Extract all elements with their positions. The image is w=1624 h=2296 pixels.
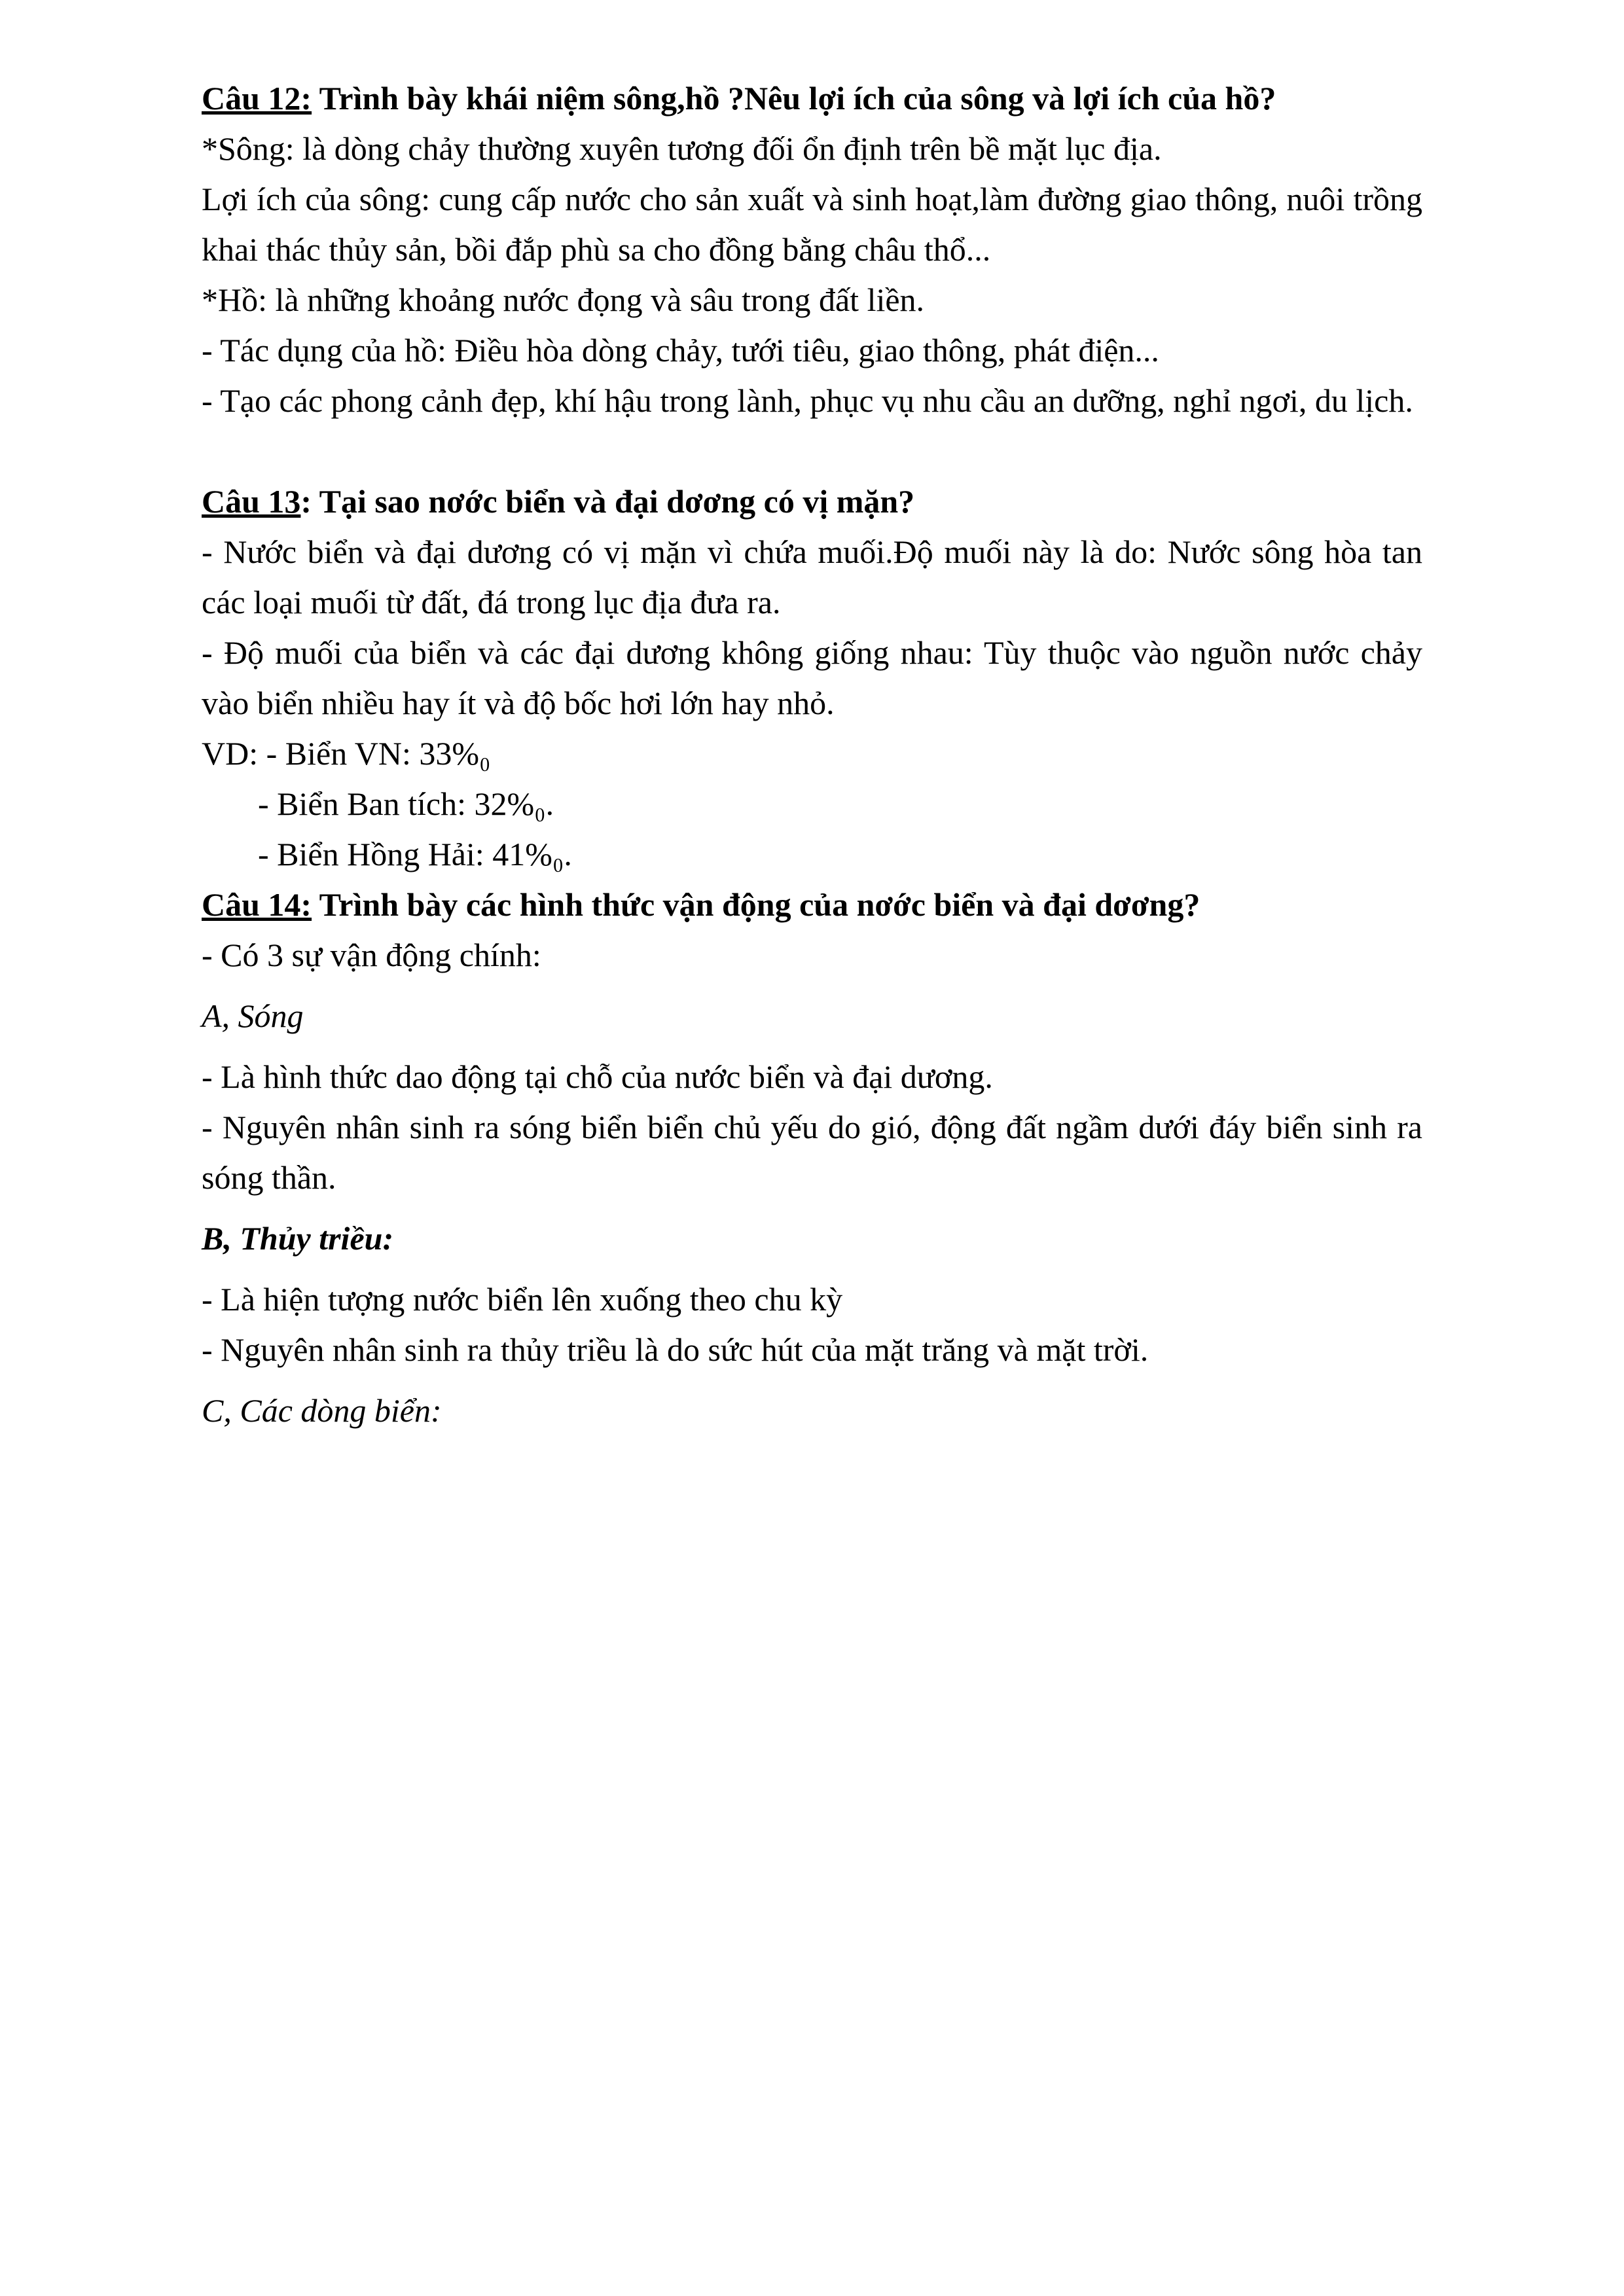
paragraph: B, Thủy triều: [202,1220,394,1257]
paragraph: - Độ muối của biển và các đại dương không giống nhau: Tùy thuộc vào nguồn nước chảy vào biển nhiều hay ít và độ bốc hơi lớn hay nhỏ. [202,634,1422,721]
blank-line [202,426,1422,476]
paragraph: - Tác dụng của hồ: Điều hòa dòng chảy, tưới tiêu, giao thông, phát điện... [202,332,1159,368]
paragraph: C, Các dòng biển: [202,1392,442,1429]
question-label: Câu 14: [202,886,312,923]
paragraph: VD: - Biển VN: 33%₀ [202,735,491,772]
paragraph: - Là hiện tượng nước biển lên xuống theo chu kỳ [202,1281,843,1318]
question-heading-13: Câu 13: Tại sao nơớc biển và đại dơơng có vị mặn? [202,483,915,520]
paragraph: - Biển Ban tích: 32%₀. [258,785,554,822]
paragraph: - Nước biển và đại dương có vị mặn vì chứa muối.Độ muối này là do: Nước sông hòa tan các loại muối từ đất, đá trong lục địa đưa ra. [202,533,1422,620]
paragraph: - Có 3 sự vận động chính: [202,937,541,973]
question-label: Câu 12: [202,80,312,117]
paragraph: *Hồ: là những khoảng nước đọng và sâu trong đất liền. [202,281,925,318]
paragraph: - Tạo các phong cảnh đẹp, khí hậu trong lành, phục vụ nhu cầu an dưỡng, nghỉ ngơi, du lịch. [202,382,1413,419]
question-heading-12: Câu 12: Trình bày khái niệm sông,hồ ?Nêu lợi ích của sông và lợi ích của hồ? [202,80,1276,117]
question-label: Câu 13 [202,483,301,520]
paragraph: - Là hình thức dao động tại chỗ của nước biển và đại dương. [202,1058,993,1095]
paragraph: - Biển Hồng Hải: 41%₀. [258,836,572,872]
paragraph: Lợi ích của sông: cung cấp nước cho sản xuất và sinh hoạt,làm đường giao thông, nuôi trồng khai thác thủy sản, bồi đắp phù sa cho đồng bằng châu thổ... [202,181,1422,268]
paragraph: *Sông: là dòng chảy thường xuyên tương đối ổn định trên bề mặt lục địa. [202,130,1162,167]
paragraph: - Nguyên nhân sinh ra sóng biển biển chủ yếu do gió, động đất ngầm dưới đáy biển sinh ra sóng thần. [202,1109,1422,1196]
paragraph: - Nguyên nhân sinh ra thủy triều là do sức hút của mặt trăng và mặt trời. [202,1331,1149,1368]
question-heading-14: Câu 14: Trình bày các hình thức vận động của nơớc biển và đại dơơng? [202,886,1200,923]
paragraph: A, Sóng [202,997,304,1034]
